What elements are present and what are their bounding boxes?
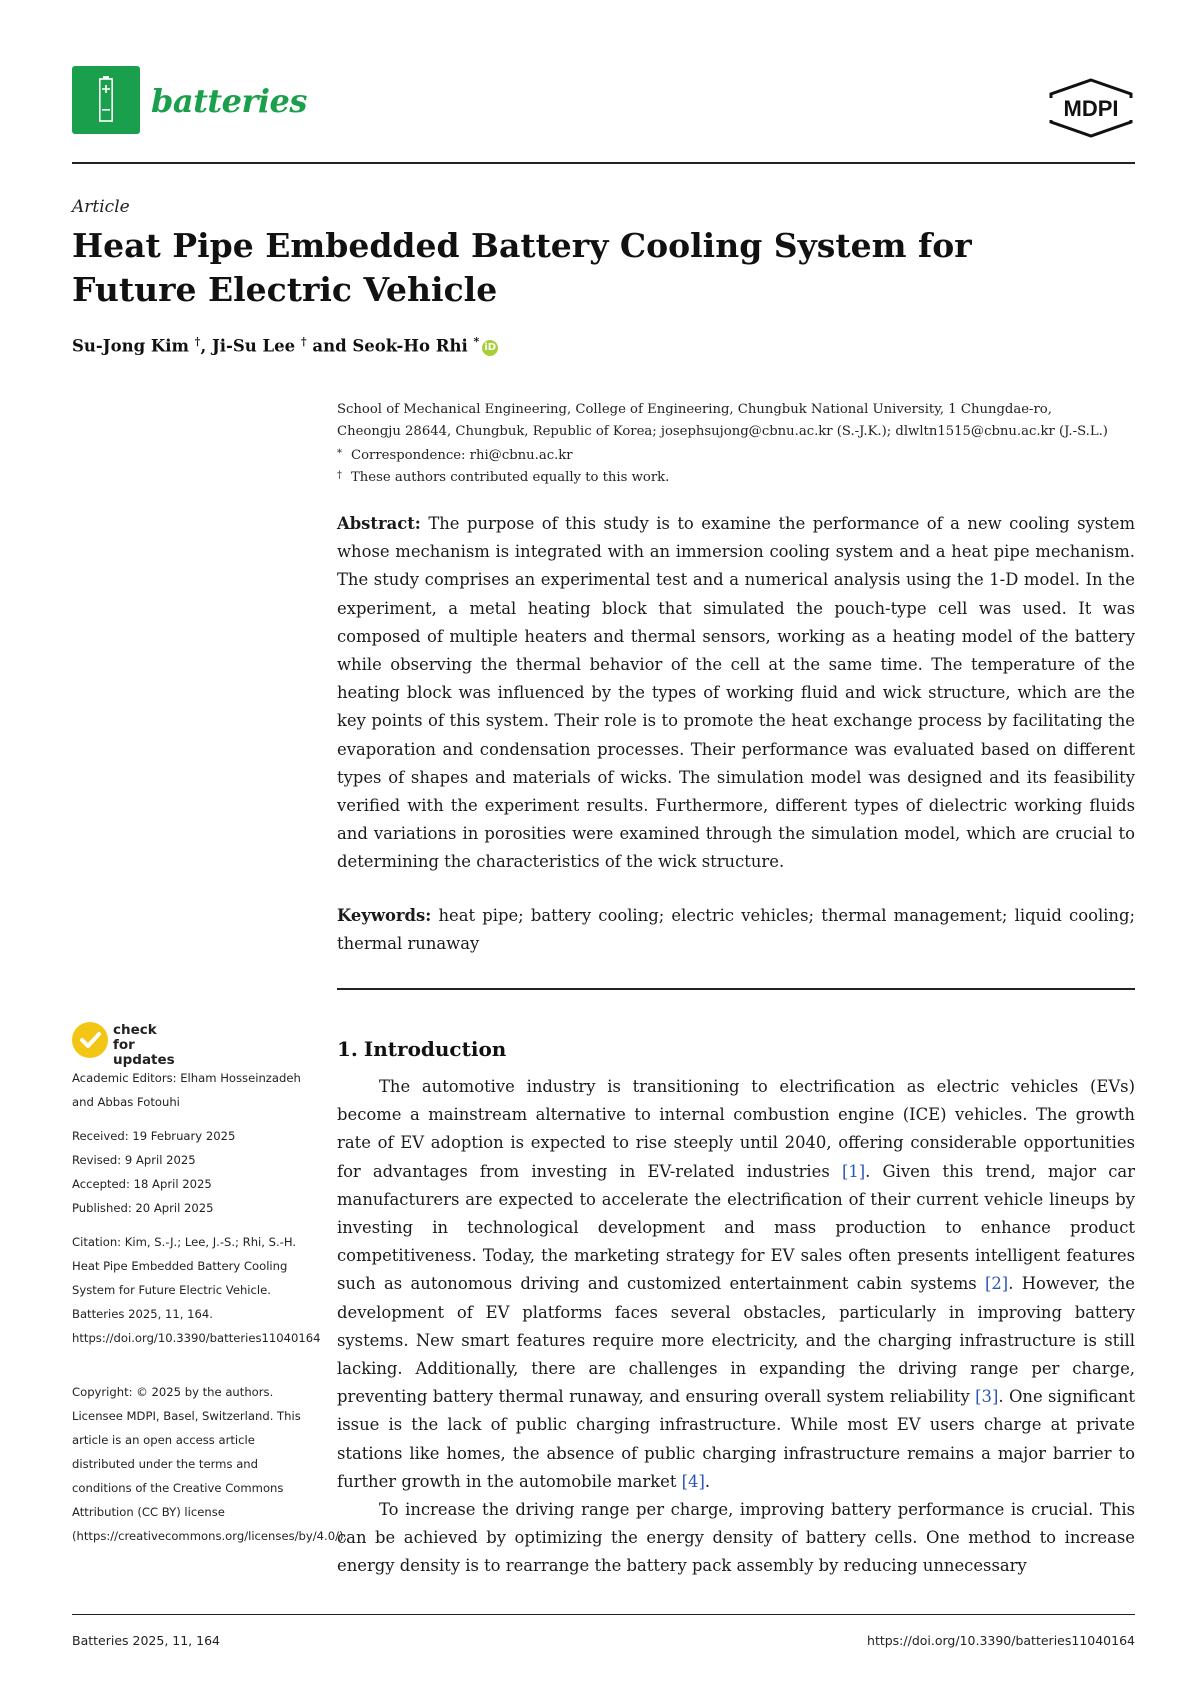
- reference-link[interactable]: [4]: [681, 1471, 705, 1491]
- publisher-name: MDPI: [1063, 96, 1119, 121]
- journal-name: batteries: [151, 82, 307, 120]
- article-type: Article: [72, 197, 130, 217]
- published-date: Published: 20 April 2025: [72, 1201, 214, 1215]
- affiliation-line: Cheongju 28644, Chungbuk, Republic of Korea; josephsujong@cbnu.ac.kr (S.-J.K.); dlwltn1515@cbnu.ac.kr (J.-S.L.): [337, 424, 1108, 439]
- battery-icon: [99, 76, 113, 122]
- equal-contribution-mark: †: [194, 335, 201, 348]
- section-heading: 1. Introduction: [337, 1037, 507, 1061]
- abstract: [337, 510, 1135, 877]
- check-for-updates-badge[interactable]: check for updates: [72, 1020, 182, 1060]
- reference-link[interactable]: [1]: [841, 1161, 866, 1181]
- orcid-icon[interactable]: iD: [482, 340, 498, 356]
- author-name: Ji-Su Lee: [211, 336, 296, 356]
- mdpi-logo: [1047, 78, 1135, 138]
- equal-contribution-mark: †: [300, 335, 307, 348]
- abstract-text: The purpose of this study is to examine the performance of a new cooling system whose mechanism is integrated with an immersion cooling system and a heat pipe mechanism. The study comprises an experimental test and a numerical analysis using the 1-D model. In the experiment, a metal heating block that simulated the pouch-type cell was used. It was composed of multiple heaters and thermal sensors, working as a heating model of the battery while observing the thermal behavior of the cell at the same time. The temperature of the heating block was influenced by the types of working fluid and wick structure, which are the key points of this system. Their role is to promote the heat exchange process by facilitating the evaporation and condensation processes. Their performance was evaluated based on different types of shapes and materials of wicks. The simulation model was designed and its feasibility verified with the experiment results. Furthermore, different types of dielectric working fluids and variations in porosities were examined through the simulation model, which are crucial to determining the characteristics of the wick structure.: [337, 514, 1135, 872]
- publication-dates: [72, 1124, 302, 1220]
- keywords: [337, 902, 1135, 958]
- copyright-block: Copyright: © 2025 by the authors. Licensee MDPI, Basel, Switzerland. This article is an open access article distributed under the terms and conditions of the Creative Commons Attribution (CC BY) license (https://creativecommons.org/licenses/by/4.0/).: [72, 1385, 348, 1543]
- paragraph: To increase the driving range per charge, improving battery performance is crucial. This can be achieved by optimizing the energy density of battery cells. One method to increase energy density is to rearrange the battery pack assembly by reducing unnecessary: [337, 1500, 1135, 1576]
- footer-citation: Batteries 2025, 11, 164: [72, 1633, 220, 1648]
- intro-body: [337, 1073, 1135, 1581]
- section-divider: [337, 988, 1135, 990]
- journal-logo: [72, 66, 140, 134]
- revised-date: Revised: 9 April 2025: [72, 1153, 196, 1167]
- correspondence-note: * Correspondence: rhi@cbnu.ac.kr: [337, 448, 573, 463]
- affiliation-line: School of Mechanical Engineering, College of Engineering, Chungbuk National University, 1 Chungdae-ro,: [337, 402, 1052, 417]
- accepted-date: Accepted: 18 April 2025: [72, 1177, 212, 1191]
- paragraph: The automotive industry is transitioning to electrification as electric vehicles (EVs) become a mainstream alternative to internal combustion engine (ICE) vehicles. The growth rate of EV adoption is expected to rise steeply until 2040, offering considerable opportunities for advantages from investing in EV-related industries [1]. Given this trend, major car manufacturers are expected to accelerate the electrification of their current vehicle lineups by investing in technological development and mass production to enhance product competitiveness. Today, the marketing strategy for EV sales often presents intelligent features such as autonomous driving and customized entertainment cabin systems [2]. However, the development of EV platforms faces several obstacles, particularly in improving battery systems. New smart features require more electricity, and the charging infrastructure is still lacking. Additionally, there are challenges in expanding the driving range per charge, preventing battery thermal runaway, and ensuring overall system reliability [3]. One significant issue is the lack of public charging infrastructure. While most EV users charge at private stations like homes, the absence of public charging infrastructure remains a major barrier to further growth in the automobile market [4].: [337, 1077, 1136, 1491]
- author-list: Su-Jong Kim †, Ji-Su Lee † and Seok-Ho Rhi * iD: [72, 335, 498, 356]
- corresponding-mark: *: [473, 335, 480, 348]
- reference-link[interactable]: [3]: [975, 1387, 999, 1407]
- author-name: Seok-Ho Rhi: [352, 336, 468, 356]
- header-divider: [72, 162, 1135, 164]
- reference-link[interactable]: [2]: [984, 1274, 1009, 1294]
- citation-block: Citation: Kim, S.-J.; Lee, J.-S.; Rhi, S.-H. Heat Pipe Embedded Battery Cooling System for Future Electric Vehicle. Batteries 2025, 11, 164. https://doi.org/10.3390/batteries11040164: [72, 1235, 321, 1345]
- keywords-label: Keywords:: [337, 906, 432, 925]
- footer-doi-link[interactable]: https://doi.org/10.3390/batteries11040164: [867, 1633, 1135, 1648]
- keywords-text: heat pipe; battery cooling; electric vehicles; thermal management; liquid cooling; thermal runaway: [337, 906, 1135, 954]
- academic-editors: Academic Editors: Elham Hosseinzadeh and Abbas Fotouhi: [72, 1071, 301, 1109]
- abstract-label: Abstract:: [337, 514, 421, 533]
- author-name: Su-Jong Kim: [72, 336, 189, 356]
- article-title: Heat Pipe Embedded Battery Cooling System for Future Electric Vehicle: [72, 226, 972, 309]
- footer-divider: [72, 1614, 1135, 1615]
- received-date: Received: 19 February 2025: [72, 1129, 236, 1143]
- checkmark-icon: [72, 1022, 108, 1058]
- equal-contribution-note: † These authors contributed equally to this work.: [337, 470, 670, 485]
